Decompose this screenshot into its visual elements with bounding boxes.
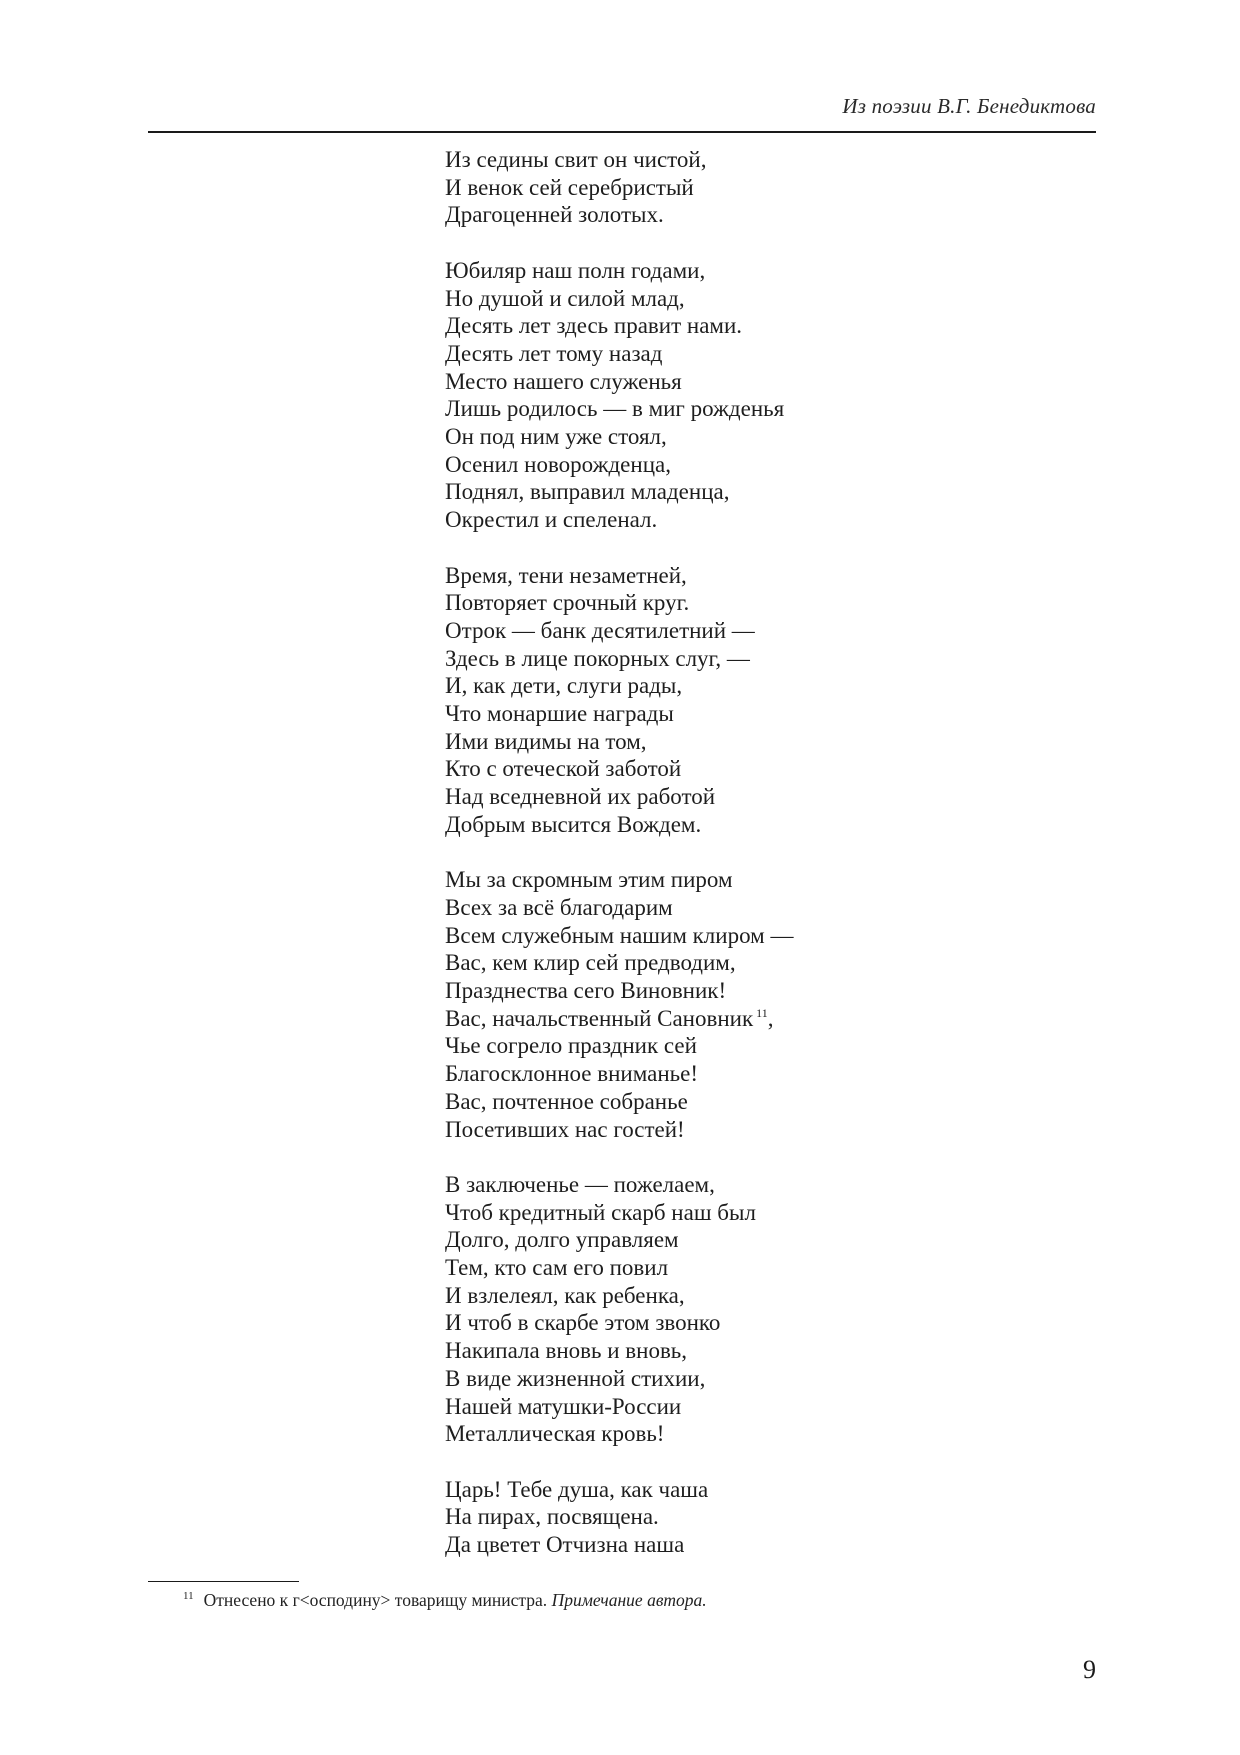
header-rule — [148, 131, 1096, 133]
poem-line-text: Отрок — банк десятилетний — — [445, 617, 755, 643]
poem-line-text: Металлическая кровь! — [445, 1421, 665, 1447]
poem-line-text: Всех за всё благодарим — [445, 894, 673, 920]
poem-line-text: Десять лет здесь правит нами. — [445, 313, 743, 339]
poem-line-text: Тем, кто сам его повил — [445, 1255, 669, 1281]
poem-line-text: Повторяет срочный круг. — [445, 590, 690, 616]
poem-line-text: Осенил новорожденца, — [445, 451, 671, 477]
poem-line — [445, 645, 793, 673]
poem-line-text: Лишь родилось — в миг рожденья — [445, 396, 785, 422]
stanza — [445, 1476, 793, 1559]
poem-line — [445, 562, 793, 590]
poem-line-text: В заключенье — пожелаем, — [445, 1171, 715, 1197]
poem-line — [445, 617, 793, 645]
page-number: 9 — [1083, 1655, 1096, 1684]
poem-line-text: Празднества сего Виновник! — [445, 978, 727, 1004]
poem-line — [445, 1420, 793, 1448]
poem-line-text: Чтоб кредитный скарб наш был — [445, 1199, 756, 1225]
poem-line — [445, 589, 793, 617]
poem-line — [445, 866, 793, 894]
poem-line-text: Окрестил и спеленал. — [445, 507, 658, 533]
poem-line-text: На пирах, посвящена. — [445, 1504, 659, 1530]
poem-line — [445, 1199, 793, 1227]
footnote-number: 11 — [183, 1590, 194, 1603]
poem-line — [445, 1088, 793, 1116]
poem-line-text: Долго, долго управляем — [445, 1227, 679, 1253]
poem-line — [445, 395, 793, 423]
poem-line — [445, 201, 793, 229]
poem-line-text: Посетивших нас гостей! — [445, 1116, 685, 1142]
stanza — [445, 866, 793, 1143]
poem-line — [445, 672, 793, 700]
poem-line — [445, 1005, 793, 1033]
running-head: Из поэзии В.Г. Бенедиктова — [842, 94, 1096, 118]
poem-line — [445, 1060, 793, 1088]
poem-line — [445, 174, 793, 202]
stanza — [445, 146, 793, 229]
poem-line-text: Из седины свит он чистой, — [445, 147, 707, 172]
poem-line-text: В виде жизненной стихии, — [445, 1365, 706, 1391]
poem-line — [445, 1032, 793, 1060]
poem-line-text: Он под ним уже стоял, — [445, 424, 667, 450]
poem-line — [445, 257, 793, 285]
poem-line — [445, 1476, 793, 1504]
poem-line-text: Ими видимы на том, — [445, 728, 647, 754]
stanza — [445, 1171, 793, 1448]
poem-line — [445, 1309, 793, 1337]
footnote — [183, 1590, 707, 1611]
footnote-text: Отнесено к г<осподину> товарищу министра. — [203, 1590, 548, 1610]
poem-line-text: Добрым высится Вождем. — [445, 811, 702, 837]
stanza — [445, 562, 793, 839]
poem-line — [445, 1393, 793, 1421]
poem-line-text: Место нашего служенья — [445, 368, 682, 394]
poem-body — [445, 146, 793, 1559]
poem-line — [445, 728, 793, 756]
poem-line-text: Да цветет Отчизна наша — [445, 1532, 685, 1558]
poem-line-text: Благосклонное вниманье! — [445, 1061, 698, 1087]
poem-line-text: Над вседневной их работой — [445, 784, 716, 810]
poem-line-text: И чтоб в скарбе этом звонко — [445, 1310, 721, 1336]
poem-line-text: Десять лет тому назад — [445, 340, 663, 366]
poem-line — [445, 894, 793, 922]
poem-line — [445, 1337, 793, 1365]
poem-line — [445, 423, 793, 451]
footnote-rule — [148, 1581, 299, 1582]
poem-line — [445, 146, 793, 174]
poem-line-text: Чье согрело праздник сей — [445, 1033, 697, 1059]
poem-line-text: Нашей матушки-России — [445, 1393, 682, 1419]
footnote-reference[interactable]: 11 — [756, 1006, 768, 1021]
poem-line-text: Поднял, выправил младенца, — [445, 479, 730, 505]
poem-line-text: И, как дети, слуги рады, — [445, 673, 683, 699]
poem-line — [445, 1531, 793, 1559]
poem-line-text: Вас, кем клир сей предводим, — [445, 950, 736, 976]
poem-line-text: Накипала вновь и вновь, — [445, 1338, 688, 1364]
poem-line — [445, 368, 793, 396]
poem-line-punctuation: , — [767, 1005, 774, 1031]
poem-line — [445, 922, 793, 950]
poem-line-text: Что монаршие награды — [445, 701, 674, 727]
poem-line — [445, 949, 793, 977]
poem-line — [445, 783, 793, 811]
poem-line-text: Царь! Тебе душа, как чаша — [445, 1476, 709, 1502]
poem-line — [445, 340, 793, 368]
poem-line — [445, 755, 793, 783]
poem-line-text: Но душой и силой млад, — [445, 285, 685, 311]
poem-line — [445, 1282, 793, 1310]
poem-line — [445, 506, 793, 534]
poem-line-text: Вас, почтенное собранье — [445, 1088, 688, 1114]
poem-line — [445, 811, 793, 839]
poem-line-text: Юбиляр наш полн годами, — [445, 257, 706, 283]
poem-line-text: Кто с отеческой заботой — [445, 756, 682, 782]
poem-line-text: И венок сей серебристый — [445, 174, 694, 200]
poem-line-text: Мы за скромным этим пиром — [445, 867, 733, 893]
poem-line — [445, 451, 793, 479]
poem-line-text: Вас, начальственный Сановник — [445, 1005, 754, 1031]
poem-line — [445, 700, 793, 728]
poem-line — [445, 285, 793, 313]
poem-line-text: И взлелеял, как ребенка, — [445, 1282, 685, 1308]
poem-line-text: Всем служебным нашим клиром — — [445, 922, 794, 948]
poem-line-text: Здесь в лице покорных слуг, — — [445, 645, 750, 671]
poem-line — [445, 1171, 793, 1199]
poem-line-text: Время, тени незаметней, — [445, 562, 687, 588]
poem-line — [445, 478, 793, 506]
poem-line — [445, 1226, 793, 1254]
stanza — [445, 257, 793, 534]
poem-line — [445, 977, 793, 1005]
poem-line — [445, 1116, 793, 1144]
footnote-author-note: Примечание автора. — [551, 1590, 707, 1610]
poem-line — [445, 312, 793, 340]
poem-line — [445, 1365, 793, 1393]
poem-line — [445, 1503, 793, 1531]
poem-line-text: Драгоценней золотых. — [445, 202, 664, 228]
poem-line — [445, 1254, 793, 1282]
